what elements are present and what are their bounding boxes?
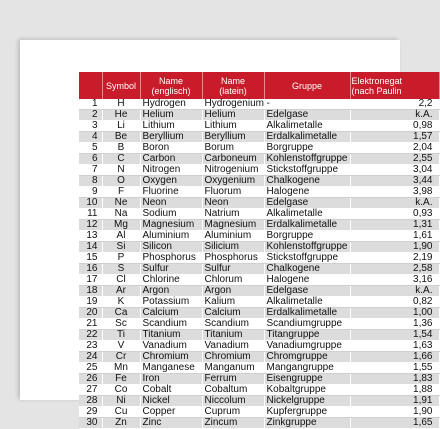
cell-name-english: Fluorine <box>140 187 202 198</box>
cell-number: 20 <box>79 308 102 319</box>
cell-number: 4 <box>79 132 102 143</box>
cell-name-latin: Phosphorus <box>202 253 264 264</box>
cell-group: Chalkogene <box>264 176 350 187</box>
cell-group: Zinkgruppe <box>264 418 350 429</box>
cell-electronegativity: 1,36 <box>350 319 439 330</box>
table-row <box>79 352 439 363</box>
cell-name-english: Sulfur <box>140 264 202 275</box>
cell-group: Kohlenstoffgruppe <box>264 154 350 165</box>
cell-name-latin: Ferrum <box>202 374 264 385</box>
cell-electronegativity: 3,44 <box>350 176 439 187</box>
cell-name-english: Phosphorus <box>140 253 202 264</box>
cell-name-latin: Vanadium <box>202 341 264 352</box>
cell-name-latin: Helium <box>202 110 264 121</box>
cell-symbol: Cr <box>102 352 140 363</box>
header-name-latin <box>202 72 264 99</box>
cell-electronegativity: k.A. <box>350 198 439 209</box>
cell-electronegativity: 1,63 <box>350 341 439 352</box>
cell-number: 8 <box>79 176 102 187</box>
cell-number: 30 <box>79 418 102 429</box>
cell-electronegativity: 0,82 <box>350 297 439 308</box>
cell-electronegativity: 0,93 <box>350 209 439 220</box>
cell-group: Stickstoffgruppe <box>264 253 350 264</box>
table-row <box>79 374 439 385</box>
cell-group: Alkalimetalle <box>264 121 350 132</box>
cell-number: 11 <box>79 209 102 220</box>
cell-name-english: Lithium <box>140 121 202 132</box>
cell-symbol: O <box>102 176 140 187</box>
cell-symbol: Ca <box>102 308 140 319</box>
table-row <box>79 396 439 407</box>
cell-electronegativity: 1,61 <box>350 231 439 242</box>
table-row <box>79 253 439 264</box>
table-row <box>79 176 439 187</box>
cell-group: Borgruppe <box>264 231 350 242</box>
cell-symbol: N <box>102 165 140 176</box>
table-row <box>79 99 439 110</box>
cell-electronegativity: 1,54 <box>350 330 439 341</box>
header-name-english-line1: Name <box>158 75 183 86</box>
cell-number: 18 <box>79 286 102 297</box>
cell-symbol: P <box>102 253 140 264</box>
cell-number: 12 <box>79 220 102 231</box>
cell-number: 24 <box>79 352 102 363</box>
cell-electronegativity: 1,66 <box>350 352 439 363</box>
cell-number: 25 <box>79 363 102 374</box>
cell-electronegativity: 3,04 <box>350 165 439 176</box>
cell-number: 19 <box>79 297 102 308</box>
table-row <box>79 110 439 121</box>
header-name-english-line2: (englisch) <box>151 85 191 96</box>
cell-name-latin: Fluorum <box>202 187 264 198</box>
header-electronegativity-line2: (nach Paulin <box>351 85 402 96</box>
cell-name-english: Oxygen <box>140 176 202 187</box>
cell-name-english: Nitrogen <box>140 165 202 176</box>
cell-number: 2 <box>79 110 102 121</box>
cell-name-latin: Magnesium <box>202 220 264 231</box>
table-row <box>79 363 439 374</box>
cell-name-english: Sodium <box>140 209 202 220</box>
cell-number: 7 <box>79 165 102 176</box>
cell-group: Stickstoffgruppe <box>264 165 350 176</box>
header-name-latin-line1: Name <box>220 75 245 86</box>
cell-name-english: Cobalt <box>140 385 202 396</box>
periodic-table <box>79 72 440 429</box>
cell-name-english: Magnesium <box>140 220 202 231</box>
cell-electronegativity: 3,98 <box>350 187 439 198</box>
cell-group: Halogene <box>264 187 350 198</box>
cell-group: Chromgruppe <box>264 352 350 363</box>
cell-group: Edelgase <box>264 198 350 209</box>
cell-number: 16 <box>79 264 102 275</box>
table-row <box>79 418 439 429</box>
table-row <box>79 319 439 330</box>
cell-name-latin: Silicium <box>202 242 264 253</box>
table-row <box>79 220 439 231</box>
table-row <box>79 385 439 396</box>
cell-electronegativity: 1,65 <box>350 418 439 429</box>
cell-number: 10 <box>79 198 102 209</box>
cell-name-latin: Calcium <box>202 308 264 319</box>
cell-name-latin: Beryllium <box>202 132 264 143</box>
cell-group: Erdalkalimetalle <box>264 220 350 231</box>
cell-name-english: Hydrogen <box>140 99 202 110</box>
cell-number: 13 <box>79 231 102 242</box>
header-electronegativity <box>350 72 439 99</box>
cell-symbol: Li <box>102 121 140 132</box>
cell-number: 28 <box>79 396 102 407</box>
cell-name-english: Vanadium <box>140 341 202 352</box>
cell-name-latin: Cuprum <box>202 407 264 418</box>
cell-name-english: Calcium <box>140 308 202 319</box>
cell-symbol: Co <box>102 385 140 396</box>
cell-electronegativity: 1,57 <box>350 132 439 143</box>
cell-name-english: Manganese <box>140 363 202 374</box>
cell-symbol: Fe <box>102 374 140 385</box>
cell-symbol: F <box>102 187 140 198</box>
cell-name-latin: Kalium <box>202 297 264 308</box>
cell-electronegativity: 2,04 <box>350 143 439 154</box>
cell-name-latin: Hydrogenium <box>202 99 264 110</box>
table-row <box>79 154 439 165</box>
cell-name-english: Zinc <box>140 418 202 429</box>
cell-group: Kupfergruppe <box>264 407 350 418</box>
cell-number: 27 <box>79 385 102 396</box>
cell-electronegativity: k.A. <box>350 286 439 297</box>
cell-symbol: Ne <box>102 198 140 209</box>
header-name-latin-line2: (latein) <box>219 85 247 96</box>
cell-name-latin: Zincum <box>202 418 264 429</box>
cell-electronegativity: 2,55 <box>350 154 439 165</box>
cell-name-latin: Neon <box>202 198 264 209</box>
table-row <box>79 286 439 297</box>
cell-group: Eisengruppe <box>264 374 350 385</box>
cell-electronegativity: 0,98 <box>350 121 439 132</box>
table-row <box>79 264 439 275</box>
table-row <box>79 231 439 242</box>
cell-name-english: Titanium <box>140 330 202 341</box>
cell-electronegativity: 1,88 <box>350 385 439 396</box>
cell-name-english: Copper <box>140 407 202 418</box>
cell-electronegativity: 1,55 <box>350 363 439 374</box>
cell-number: 14 <box>79 242 102 253</box>
cell-electronegativity: 2,58 <box>350 264 439 275</box>
table-row <box>79 165 439 176</box>
cell-name-latin: Manganum <box>202 363 264 374</box>
cell-group: Borgruppe <box>264 143 350 154</box>
table-row <box>79 198 439 209</box>
cell-group: Alkalimetalle <box>264 297 350 308</box>
cell-group: Nickelgruppe <box>264 396 350 407</box>
cell-name-english: Argon <box>140 286 202 297</box>
cell-number: 15 <box>79 253 102 264</box>
header-group: Gruppe <box>264 72 350 99</box>
cell-name-latin: Chlorum <box>202 275 264 286</box>
cell-name-latin: Argon <box>202 286 264 297</box>
cell-number: 5 <box>79 143 102 154</box>
cell-symbol: Cu <box>102 407 140 418</box>
cell-group: Chalkogene <box>264 264 350 275</box>
cell-name-latin: Nitrogenium <box>202 165 264 176</box>
cell-electronegativity: 1,00 <box>350 308 439 319</box>
cell-name-english: Scandium <box>140 319 202 330</box>
cell-number: 17 <box>79 275 102 286</box>
cell-electronegativity: 3,16 <box>350 275 439 286</box>
cell-name-latin: Oxygenium <box>202 176 264 187</box>
cell-electronegativity: 1,91 <box>350 396 439 407</box>
cell-name-latin: Titanium <box>202 330 264 341</box>
cell-electronegativity: 1,90 <box>350 242 439 253</box>
cell-symbol: Be <box>102 132 140 143</box>
cell-number: 23 <box>79 341 102 352</box>
table-row <box>79 121 439 132</box>
cell-symbol: S <box>102 264 140 275</box>
cell-group: - <box>264 99 350 110</box>
table-row <box>79 407 439 418</box>
cell-group: Kohlenstoffgruppe <box>264 242 350 253</box>
cell-electronegativity: k.A. <box>350 110 439 121</box>
table-body <box>79 99 439 429</box>
cell-name-english: Chromium <box>140 352 202 363</box>
cell-name-latin: Aluminium <box>202 231 264 242</box>
cell-symbol: V <box>102 341 140 352</box>
cell-group: Edelgase <box>264 286 350 297</box>
cell-group: Vanadiumgruppe <box>264 341 350 352</box>
cell-symbol: Ti <box>102 330 140 341</box>
cell-symbol: Sc <box>102 319 140 330</box>
cell-group: Kobaltgruppe <box>264 385 350 396</box>
cell-name-latin: Cobaltum <box>202 385 264 396</box>
header-row <box>79 72 439 99</box>
cell-symbol: H <box>102 99 140 110</box>
cell-electronegativity: 1,83 <box>350 374 439 385</box>
cell-group: Halogene <box>264 275 350 286</box>
cell-symbol: C <box>102 154 140 165</box>
cell-name-latin: Niccolum <box>202 396 264 407</box>
table-row <box>79 187 439 198</box>
cell-name-latin: Chromium <box>202 352 264 363</box>
cell-name-english: Helium <box>140 110 202 121</box>
cell-number: 9 <box>79 187 102 198</box>
table-row <box>79 297 439 308</box>
cell-group: Mangangruppe <box>264 363 350 374</box>
table-row <box>79 242 439 253</box>
cell-group: Erdalkalimetalle <box>264 132 350 143</box>
cell-name-latin: Natrium <box>202 209 264 220</box>
cell-name-english: Chlorine <box>140 275 202 286</box>
cell-name-latin: Sulfur <box>202 264 264 275</box>
table-row <box>79 209 439 220</box>
cell-name-english: Beryllium <box>140 132 202 143</box>
table-row <box>79 143 439 154</box>
table-row <box>79 330 439 341</box>
cell-electronegativity: 2,19 <box>350 253 439 264</box>
cell-name-latin: Scandium <box>202 319 264 330</box>
cell-group: Alkalimetalle <box>264 209 350 220</box>
table-row <box>79 341 439 352</box>
cell-electronegativity: 1,31 <box>350 220 439 231</box>
cell-symbol: Mg <box>102 220 140 231</box>
cell-number: 22 <box>79 330 102 341</box>
cell-electronegativity: 2,2 <box>350 99 439 110</box>
cell-symbol: Na <box>102 209 140 220</box>
cell-name-english: Boron <box>140 143 202 154</box>
cell-number: 21 <box>79 319 102 330</box>
cell-name-english: Silicon <box>140 242 202 253</box>
periodic-table-clip <box>79 72 433 428</box>
cell-group: Titangruppe <box>264 330 350 341</box>
cell-number: 29 <box>79 407 102 418</box>
table-row <box>79 132 439 143</box>
cell-name-latin: Lithium <box>202 121 264 132</box>
cell-name-latin: Borum <box>202 143 264 154</box>
cell-symbol: Zn <box>102 418 140 429</box>
cell-symbol: He <box>102 110 140 121</box>
cell-number: 6 <box>79 154 102 165</box>
cell-number: 1 <box>79 99 102 110</box>
table-row <box>79 308 439 319</box>
cell-name-english: Nickel <box>140 396 202 407</box>
cell-group: Scandiumgruppe <box>264 319 350 330</box>
cell-group: Erdalkalimetalle <box>264 308 350 319</box>
cell-symbol: Al <box>102 231 140 242</box>
cell-electronegativity: 1,90 <box>350 407 439 418</box>
cell-symbol: Si <box>102 242 140 253</box>
cell-name-english: Carbon <box>140 154 202 165</box>
cell-symbol: K <box>102 297 140 308</box>
cell-name-english: Iron <box>140 374 202 385</box>
cell-symbol: B <box>102 143 140 154</box>
cell-name-english: Potassium <box>140 297 202 308</box>
cell-number: 26 <box>79 374 102 385</box>
cell-symbol: Cl <box>102 275 140 286</box>
header-name-english <box>140 72 202 99</box>
table-row <box>79 275 439 286</box>
header-number <box>79 72 102 99</box>
cell-name-english: Neon <box>140 198 202 209</box>
cell-symbol: Ni <box>102 396 140 407</box>
cell-symbol: Mn <box>102 363 140 374</box>
header-electronegativity-line1: Elektronegat <box>351 75 403 86</box>
cell-name-latin: Carboneum <box>202 154 264 165</box>
cell-number: 3 <box>79 121 102 132</box>
cell-symbol: Ar <box>102 286 140 297</box>
header-symbol: Symbol <box>102 72 140 99</box>
cell-name-english: Aluminium <box>140 231 202 242</box>
cell-group: Edelgase <box>264 110 350 121</box>
